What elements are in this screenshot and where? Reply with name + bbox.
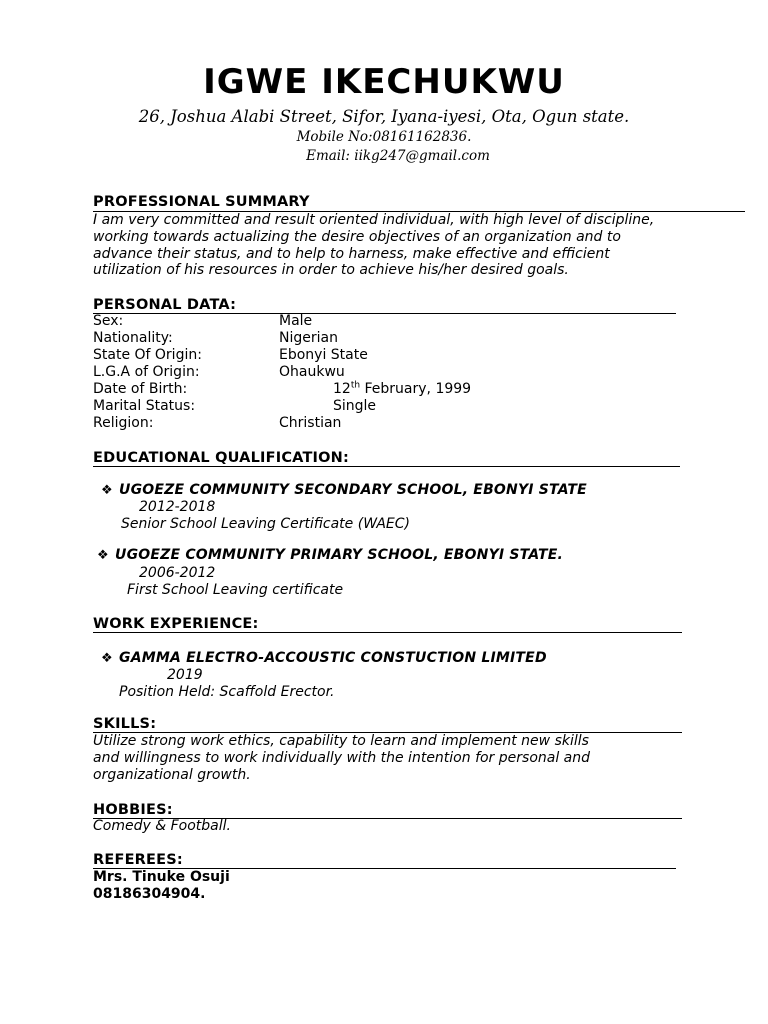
education-item-secondary (101, 482, 587, 499)
work-heading: WORK EXPERIENCE: (93, 616, 259, 632)
personal-row-religion (93, 415, 593, 432)
candidate-name: IGWE IKECHUKWU (203, 62, 565, 102)
hobbies-text: Comedy & Football. (93, 818, 231, 834)
skills-line: and willingness to work individually with the intention for personal and (93, 749, 591, 766)
row-label: State Of Origin: (93, 347, 202, 363)
summary-line: advance their status, and to help to harness, make effective and efficient (93, 245, 610, 262)
personal-row-sex (93, 313, 593, 330)
row-label: Date of Birth: (93, 381, 188, 397)
diamond-bullet-icon: ❖ (97, 548, 109, 563)
summary-line: I am very committed and result oriented individual, with high level of discipline, (93, 212, 655, 228)
company-name: GAMMA ELECTRO-ACCOUSTIC CONSTUCTION LIMITED (119, 650, 547, 666)
personal-heading: PERSONAL DATA: (93, 297, 237, 313)
referees-heading: REFEREES: (93, 852, 183, 868)
hobbies-heading: HOBBIES: (93, 802, 173, 818)
referee-name: Mrs. Tinuke Osuji (93, 869, 230, 885)
education-certificate: First School Leaving certificate (127, 582, 344, 598)
education-rule (93, 466, 680, 467)
row-label: Marital Status: (93, 398, 196, 414)
row-value: Single (333, 398, 377, 414)
personal-row-marital (93, 398, 593, 415)
education-years: 2006-2012 (139, 565, 216, 581)
education-years: 2012-2018 (139, 499, 216, 515)
mobile-number: Mobile No:08161162836. (296, 129, 472, 145)
education-heading: EDUCATIONAL QUALIFICATION: (93, 450, 350, 466)
row-value: Ebonyi State (279, 347, 368, 363)
row-value: 12th February, 1999 (333, 380, 472, 397)
summary-line: utilization of his resources in order to achieve his/her desired goals. (93, 262, 569, 279)
education-item-primary (97, 547, 563, 564)
diamond-bullet-icon: ❖ (101, 651, 113, 666)
summary-line: working towards actualizing the desire objectives of an organization and to (93, 228, 621, 245)
skills-paragraph (93, 733, 673, 783)
diamond-bullet-icon: ❖ (101, 483, 113, 498)
row-label: Nationality: (93, 330, 173, 346)
school-name: UGOEZE COMMUNITY PRIMARY SCHOOL, EBONYI STATE. (115, 547, 564, 563)
address: 26, Joshua Alabi Street, Sifor, Iyana-iyesi, Ota, Ogun state. (138, 107, 630, 126)
skills-line: Utilize strong work ethics, capability to learn and implement new skills (93, 733, 589, 749)
row-value: Male (279, 313, 313, 329)
row-label: Religion: (93, 415, 154, 431)
education-certificate: Senior School Leaving Certificate (WAEC) (121, 516, 411, 532)
row-label: Sex: (93, 313, 124, 329)
row-label: L.G.A of Origin: (93, 364, 200, 380)
row-value: Christian (279, 415, 342, 431)
email-address: Email: iikg247@gmail.com (306, 148, 490, 164)
work-year: 2019 (167, 667, 203, 683)
school-name: UGOEZE COMMUNITY SECONDARY SCHOOL, EBONYI STATE (119, 482, 587, 498)
personal-row-dob (93, 381, 593, 398)
summary-heading: PROFESSIONAL SUMMARY (93, 194, 310, 210)
personal-row-state (93, 347, 593, 364)
work-rule (93, 632, 682, 633)
personal-row-lga (93, 364, 593, 381)
summary-paragraph (93, 212, 730, 279)
row-value: Ohaukwu (279, 364, 345, 380)
referee-phone: 08186304904. (93, 886, 206, 902)
personal-row-nationality (93, 330, 593, 347)
work-position: Position Held: Scaffold Erector. (119, 684, 335, 700)
work-item (101, 650, 547, 667)
skills-heading: SKILLS: (93, 716, 157, 732)
skills-line: organizational growth. (93, 766, 251, 783)
row-value: Nigerian (279, 330, 338, 346)
